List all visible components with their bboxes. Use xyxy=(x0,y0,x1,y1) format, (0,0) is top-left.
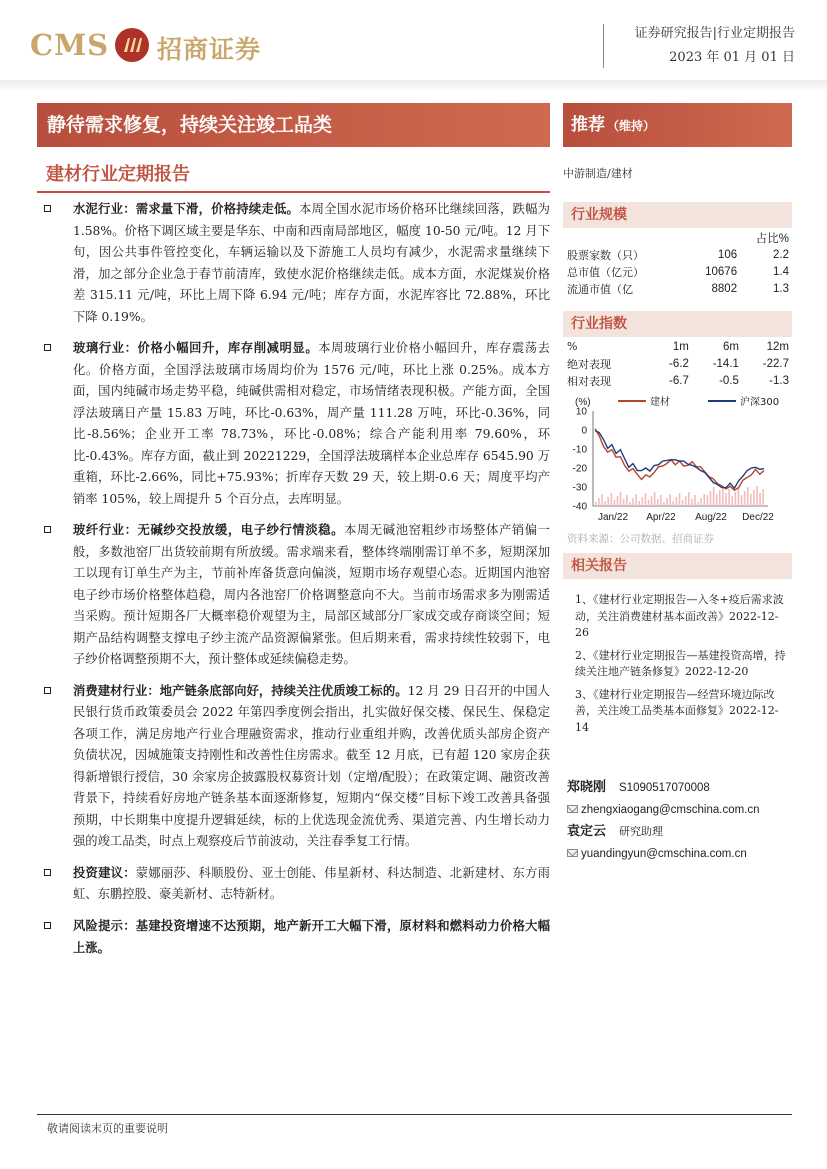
bullet-investment xyxy=(37,862,550,906)
volume-bar xyxy=(651,496,653,506)
rating-bar xyxy=(563,103,792,147)
bullet-risk xyxy=(37,915,550,960)
x-tick-label: Apr/22 xyxy=(646,512,676,523)
bullet-box-icon xyxy=(44,922,51,929)
table-row xyxy=(567,372,789,389)
table-header-row xyxy=(567,338,789,355)
volume-bar xyxy=(762,489,764,506)
chart-source: 资料来源：公司数据、招商证券 xyxy=(567,533,714,545)
report-item[interactable]: 1、《建材行业定期报告—入冬+疫后需求波动，关注消费建材基本面改善》2022-12-26 xyxy=(575,593,784,639)
volume-bar xyxy=(620,492,622,506)
row-value: 106 xyxy=(717,248,738,261)
volume-bar xyxy=(660,495,662,506)
report-subtitle: 建材行业定期报告 xyxy=(46,164,190,185)
index-table xyxy=(567,338,789,389)
analyst-email[interactable]: zhengxiaogang@cmschina.com.cn xyxy=(581,804,760,816)
analyst-name: 袁定云 xyxy=(567,824,607,839)
volume-bar xyxy=(623,499,625,506)
table-row xyxy=(567,355,789,372)
table-row xyxy=(567,246,789,263)
main-content xyxy=(37,198,550,969)
bullet-box-icon xyxy=(44,869,51,876)
volume-bar xyxy=(688,492,690,506)
volume-bar xyxy=(614,500,616,506)
bullet-box-icon xyxy=(44,205,51,212)
volume-bar xyxy=(685,496,687,506)
volume-bar xyxy=(713,487,715,506)
volume-bar xyxy=(648,500,650,506)
mail-icon xyxy=(567,849,578,857)
volume-bar xyxy=(607,497,609,506)
volume-bar xyxy=(676,497,678,506)
report-date: 2023 年 01 月 01 日 xyxy=(669,50,795,65)
index-chart xyxy=(563,394,792,529)
report-item[interactable]: 2、《建材行业定期报告—基建投资高增，持续关注地产链条修复》2022-12-20 xyxy=(575,648,786,678)
col-header: 12m xyxy=(766,340,789,353)
report-item[interactable]: 3、《建材行业定期报告—经营环境边际改善，关注竣工品类基本面修复》2022-12-14 xyxy=(575,687,779,734)
volume-bar xyxy=(747,487,749,506)
col-header: % xyxy=(567,340,578,353)
volume-bar xyxy=(744,491,746,506)
logo-cn: 招商证券 xyxy=(157,35,262,64)
logo-text: CMS xyxy=(30,28,110,62)
report-title: 静待需求修复，持续关注竣工品类 xyxy=(37,103,550,147)
volume-bar xyxy=(617,496,619,506)
x-tick-label: Aug/22 xyxy=(695,512,727,523)
volume-bar xyxy=(642,497,644,506)
volume-bar xyxy=(679,493,681,506)
bullet-text: 本周玻璃行业价格小幅回升，库存震荡去化。价格方面，全国浮法玻璃市场周均价为 1576 元/吨，环比上涨 0.25%。成本方面，国内纯碱市场走势平稳，纯碱供需相对稳定，市场情绪表现积极。产能方面，全国浮法玻璃日产量 15.83 万吨，环比-0.63%，周产量 111.28 万吨，环比-0.36%，同比-8.56%；企业开工率 78.73%，环比-0.08%；综合产能利用率 79.60%，环比-0.43%。库存方面，截止到 20221229，全国浮法玻璃样本企业总库存 6545.90 万重箱，环比-2.66%，同比+75.93%；折库存天数 29 天，较上期-0.6 天；周度平均产销率 105%，较上周提升 5 个百分点，去库明显。 xyxy=(73,341,550,506)
row-value: -22.7 xyxy=(762,357,789,370)
row-label: 流通市值（亿 xyxy=(567,282,633,296)
volume-bar xyxy=(645,493,647,506)
analyst-row xyxy=(567,776,792,798)
analyst-email-row xyxy=(567,798,792,820)
volume-bar xyxy=(710,491,712,506)
rating-note: （维持） xyxy=(607,119,656,133)
x-tick-label: Dec/22 xyxy=(742,512,774,523)
bullet-consumer-materials xyxy=(37,680,550,853)
volume-bar xyxy=(654,492,656,506)
header-divider xyxy=(603,24,604,68)
row-label: 股票家数（只） xyxy=(567,248,644,262)
volume-bar xyxy=(666,498,668,506)
volume-bar xyxy=(731,496,733,506)
volume-bar xyxy=(601,494,603,506)
col-header: 6m xyxy=(722,340,739,353)
volume-bar xyxy=(728,489,730,506)
y-tick-label: 0 xyxy=(581,425,587,437)
volume-bar xyxy=(697,502,699,506)
volume-bar xyxy=(657,499,659,506)
volume-bar xyxy=(759,493,761,506)
logo-emblem-icon xyxy=(115,28,149,62)
legend-label: 沪深300 xyxy=(740,397,780,408)
bullet-text: 本周全国水泥市场价格环比继续回落，跌幅为 1.58%。价格下调区域主要是华东、中南和西南局部地区，幅度 10-50 元/吨。12 月下旬，因公共事件管控变化，车辆运输以及下游施工人员均有减少，水泥需求量继续下滑，加之部分企业急于春节前清库，致使水泥价格继续走低。成本方面，水泥煤炭价格差 315.11 元/吨，环比上周下降 6.94 元/吨；库存方面，水泥库容比 72.88%，环比下降 0.19%。 xyxy=(73,202,550,324)
table-row xyxy=(567,280,789,297)
volume-bar xyxy=(604,501,606,506)
bullet-text: 蒙娜丽莎、科顺股份、亚士创能、伟星新材、科达制造、北新建材、东方雨虹、东鹏控股、豪美新材、志特新材。 xyxy=(73,865,550,901)
report-type: 证券研究报告|行业定期报告 xyxy=(634,26,795,41)
bullet-box-icon xyxy=(44,526,51,533)
row-pct: 1.3 xyxy=(773,282,789,295)
volume-bar xyxy=(725,493,727,506)
reports-heading: 相关报告 xyxy=(563,553,792,579)
row-value: 10676 xyxy=(705,265,738,278)
y-tick-label: -30 xyxy=(572,482,587,494)
row-value: -14.1 xyxy=(712,357,739,370)
scale-table xyxy=(567,229,789,297)
legend-label: 建材 xyxy=(650,397,670,408)
volume-bar xyxy=(598,498,600,506)
header-meta xyxy=(635,22,795,70)
volume-bar xyxy=(750,494,752,506)
row-label: 相对表现 xyxy=(567,374,611,388)
footer-rule xyxy=(37,1114,792,1115)
subtitle-rule xyxy=(37,191,550,193)
bullet-glass xyxy=(37,337,550,510)
analyst-email-row xyxy=(567,842,792,864)
series-line-hs300 xyxy=(595,431,764,489)
volume-bar xyxy=(753,490,755,506)
bullet-head: 消费建材行业：地产链条底部向好，持续关注优质竣工标的。 xyxy=(73,682,408,698)
row-pct: 2.2 xyxy=(773,248,789,261)
bullet-head: 玻璃行业：价格小幅回升，库存削减明显。 xyxy=(73,340,319,355)
row-label: 绝对表现 xyxy=(567,357,611,371)
volume-bar xyxy=(707,495,709,506)
volume-bar xyxy=(719,490,721,506)
volume-bar xyxy=(632,498,634,506)
index-heading: 行业指数 xyxy=(563,311,792,337)
bullet-box-icon xyxy=(44,687,51,694)
y-tick-label: -20 xyxy=(572,463,587,475)
volume-bar xyxy=(756,486,758,506)
rating-label: 推荐 xyxy=(571,115,605,135)
analyst-name: 郑晓刚 xyxy=(567,780,607,795)
volume-bar xyxy=(716,494,718,506)
mail-icon xyxy=(567,805,578,813)
volume-bar xyxy=(691,499,693,506)
bullet-text: 本周无碱池窑粗纱市场整体产销偏一般，多数池窑厂出货较前期有所放缓。需求端来看，整体终端刚需订单不多，短期深加工以现有订单生产为主，节前补库备货意向偏淡，短期市场存观望心态。近期国内池窑电子纱市场价格整体趋稳，周内各池窑厂价格调整意向不大。当前市场需求多为刚需适当采购。预计短期各厂大概率稳价观望为主，局部区域部分厂家成交或存商谈空间；短期产品结构调整支撑电子纱主流产品资源偏紧张。但后期来看，需求持续性较弱下，电子纱价格调整预期不大，预计整体或延续偏稳走势。 xyxy=(73,523,550,666)
volume-bar xyxy=(694,495,696,506)
volume-bar xyxy=(741,495,743,506)
header-band xyxy=(0,80,827,90)
volume-bar xyxy=(626,495,628,506)
bullet-head: 投资建议： xyxy=(73,864,136,880)
volume-bar xyxy=(735,492,737,506)
bullet-text: 12 月 29 日召开的中国人民银行货币政策委员会 2022 年第四季度例会指出，扎实做好保交楼、保民生、保稳定各项工作，满足房地产行业合理融资需求，推动行业重组并购，改善优质头部房企资产负债状况，因城施策支持刚性和改善性住房需求。截至 12 月底，已有超 120 家房企获得新增银行授信，30 余家房企披露股权募资计划（定增/配股）；在政策定调、融资改善背景下，持续看好房地产链条基本面逐渐修复，短期内“保交楼”目标下竣工改善具备强预期，中长期集中度提升逻辑延续，标的上优选现金流优秀、渠道完善、内生增长动力强的竣工品类，时点上观察疫后节前波动，关注春季复工行情。 xyxy=(73,683,550,848)
pct-header: 占比% xyxy=(755,232,789,245)
volume-bar xyxy=(700,498,702,506)
industry-label: 中游制造/建材 xyxy=(563,167,633,180)
bullet-head: 风险提示：基建投资增速不达预期，地产新开工大幅下滑，原材料和燃料动力价格大幅上涨。 xyxy=(73,917,550,955)
company-logo xyxy=(30,26,290,66)
analyst-id: S1090517070008 xyxy=(619,782,710,794)
volume-bar xyxy=(663,502,665,506)
scale-heading: 行业规模 xyxy=(563,202,792,228)
analysts xyxy=(567,776,792,864)
bullet-box-icon xyxy=(44,344,51,351)
y-tick-label: -10 xyxy=(572,444,587,456)
volume-bar xyxy=(629,502,631,506)
row-label: 总市值（亿元） xyxy=(567,265,644,279)
y-tick-label: -40 xyxy=(572,501,587,513)
volume-bar xyxy=(722,486,724,506)
x-tick-label: Jan/22 xyxy=(597,512,629,523)
row-pct: 1.4 xyxy=(773,265,789,278)
col-header: 1m xyxy=(672,340,689,353)
volume-bar xyxy=(638,501,640,506)
row-value: 8802 xyxy=(711,282,738,295)
index-chart-svg xyxy=(563,394,792,529)
volume-bar xyxy=(595,502,597,506)
row-value: -6.2 xyxy=(669,357,689,370)
y-tick-label: 10 xyxy=(575,406,587,418)
volume-bar xyxy=(682,500,684,506)
volume-bar xyxy=(704,494,706,506)
row-value: -0.5 xyxy=(719,374,739,387)
volume-bar xyxy=(673,501,675,506)
volume-bar xyxy=(635,494,637,506)
related-reports xyxy=(575,592,787,742)
bullet-cement xyxy=(37,198,550,328)
footer-note: 敬请阅读末页的重要说明 xyxy=(47,1122,168,1135)
volume-bar xyxy=(611,493,613,506)
table-row xyxy=(567,263,789,280)
row-value: -6.7 xyxy=(669,374,689,387)
analyst-row xyxy=(567,820,792,842)
bullet-head: 水泥行业：需求量下滑，价格持续走低。 xyxy=(73,201,300,216)
analyst-id: 研究助理 xyxy=(619,825,663,838)
row-value: -1.3 xyxy=(769,374,789,387)
y-axis-label: (%) xyxy=(575,397,591,408)
volume-bar xyxy=(738,488,740,506)
bullet-head: 玻纤行业：无碱纱交投放缓，电子纱行情淡稳。 xyxy=(73,522,345,537)
analyst-email[interactable]: yuandingyun@cmschina.com.cn xyxy=(581,848,747,860)
bullet-fiberglass xyxy=(37,519,550,671)
volume-bar xyxy=(669,494,671,506)
